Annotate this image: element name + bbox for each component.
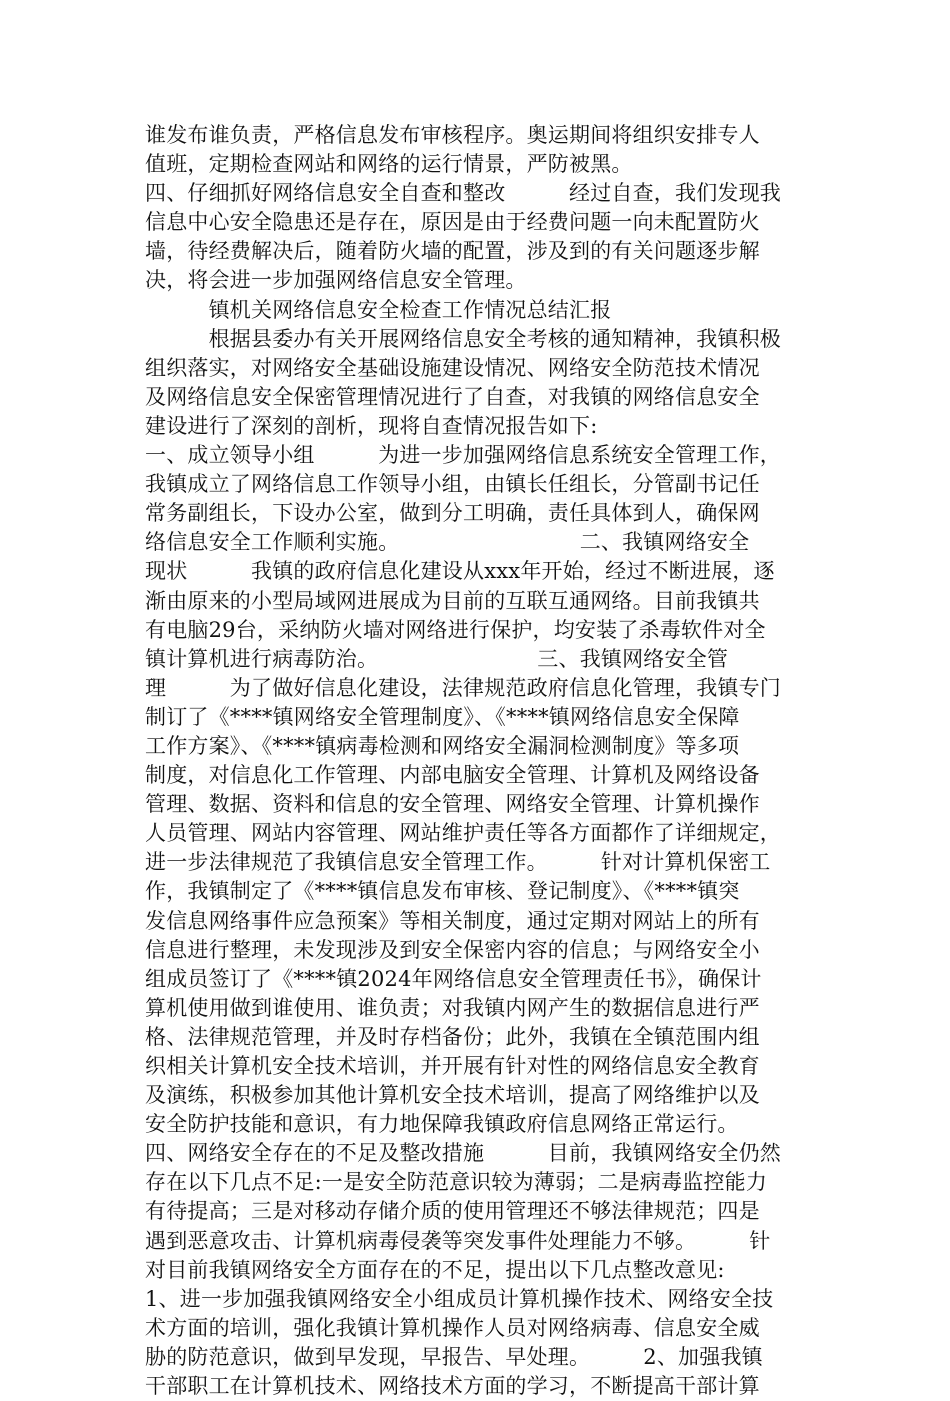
text-line: 组织落实，对网络安全基础设施建设情况、网络安全防范技术情况 bbox=[145, 355, 760, 380]
text-line: 干部职工在计算机技术、网络技术方面的学习，不断提高干部计算 bbox=[145, 1374, 760, 1399]
text-line: 谁发布谁负责，严格信息发布审核程序。奥运期间将组织安排专人 bbox=[145, 123, 760, 147]
text-line: 墙，待经费解决后，随着防火墙的配置，涉及到的有关问题逐步解 bbox=[145, 239, 760, 264]
text-line: 发信息网络事件应急预案》等相关制度，通过定期对网站上的所有 bbox=[145, 908, 760, 933]
text-line: 织相关计算机安全技术培训，并开展有针对性的网络信息安全教育 bbox=[145, 1054, 760, 1078]
text-line: 人员管理、网站内容管理、网站维护责任等各方面都作了详细规定， bbox=[145, 821, 781, 846]
text-line: 现状 我镇的政府信息化建设从xxx年开始，经过不断进展，逐 bbox=[145, 559, 775, 584]
text-line: 遇到恶意攻击、计算机病毒侵袭等突发事件处理能力不够。 针 bbox=[145, 1228, 771, 1253]
text-line: 信息中心安全隐患还是存在，原因是由于经费问题一向未配置防火 bbox=[145, 210, 760, 235]
text-line: 常务副组长，下设办公室，做到分工明确，责任具体到人，确保网 bbox=[145, 501, 760, 526]
text-line: 格、法律规范管理，并及时存档备份；此外，我镇在全镇范围内组 bbox=[145, 1024, 760, 1049]
text-line: 制度，对信息化工作管理、内部电脑安全管理、计算机及网络设备 bbox=[145, 763, 760, 788]
text-line: 1、进一步加强我镇网络安全小组成员计算机操作技术、网络安全技 bbox=[145, 1286, 774, 1311]
text-line: 四、仔细抓好网络信息安全自查和整改 经过自查，我们发现我 bbox=[145, 181, 781, 206]
text-line: 工作方案》、《****镇病毒检测和网络安全漏洞检测制度》等多项 bbox=[145, 733, 740, 758]
text-line: 管理、数据、资料和信息的安全管理、网络安全管理、计算机操作 bbox=[145, 792, 760, 817]
text-line: 算机使用做到谁使用、谁负责；对我镇内网产生的数据信息进行严 bbox=[145, 995, 760, 1020]
text-line: 存在以下几点不足:一是安全防范意识较为薄弱；二是病毒监控能力 bbox=[145, 1170, 768, 1195]
text-line: 组成员签订了《****镇2024年网络信息安全管理责任书》，确保计 bbox=[145, 966, 762, 991]
text-line: 及网络信息安全保密管理情况进行了自查，对我镇的网络信息安全 bbox=[145, 384, 760, 409]
text-line: 值班，定期检查网站和网络的运行情景，严防被黑。 bbox=[145, 152, 633, 177]
text-line: 作，我镇制定了《****镇信息发布审核、登记制度》、《****镇突 bbox=[145, 879, 740, 904]
text-line: 络信息安全工作顺利实施。 二、我镇网络安全 bbox=[145, 530, 750, 555]
text-line: 决，将会进一步加强网络信息安全管理。 bbox=[145, 268, 527, 293]
text-line: 及演练，积极参加其他计算机安全技术培训，提高了网络维护以及 bbox=[145, 1083, 760, 1108]
text-line: 建设进行了深刻的剖析，现将自查情况报告如下: bbox=[145, 413, 598, 438]
text-line: 进一步法律规范了我镇信息安全管理工作。 针对计算机保密工 bbox=[145, 850, 771, 875]
text-line: 一、成立领导小组 为进一步加强网络信息系统安全管理工作， bbox=[145, 443, 781, 468]
text-line: 根据县委办有关开展网络信息安全考核的通知精神，我镇积极 bbox=[145, 326, 781, 351]
text-line: 对目前我镇网络安全方面存在的不足，提出以下几点整改意见: bbox=[145, 1257, 725, 1282]
text-line: 有电脑29台，采纳防火墙对网络进行保护，均安装了杀毒软件对全 bbox=[145, 617, 766, 642]
text-line: 术方面的培训，强化我镇计算机操作人员对网络病毒、信息安全威 bbox=[145, 1315, 760, 1340]
text-line: 胁的防范意识，做到早发现，早报告、早处理。 2、加强我镇 bbox=[145, 1344, 763, 1369]
text-line: 制订了《****镇网络安全管理制度》、《****镇网络信息安全保障 bbox=[145, 704, 740, 729]
text-line: 信息进行整理，未发现涉及到安全保密内容的信息；与网络安全小 bbox=[145, 937, 760, 962]
text-line: 渐由原来的小型局域网进展成为目前的互联互通网络。目前我镇共 bbox=[145, 588, 760, 613]
text-line: 有待提高；三是对移动存储介质的使用管理还不够法律规范；四是 bbox=[145, 1199, 760, 1224]
text-line: 安全防护技能和意识，有力地保障我镇政府信息网络正常运行。 bbox=[145, 1112, 739, 1137]
document-body-text bbox=[145, 121, 810, 1401]
text-line: 镇机关网络信息安全检查工作情况总结汇报 bbox=[145, 297, 612, 322]
text-line: 我镇成立了网络信息工作领导小组，由镇长任组长，分管副书记任 bbox=[145, 472, 760, 497]
text-line: 理 为了做好信息化建设，法律规范政府信息化管理，我镇专门 bbox=[145, 675, 781, 700]
text-line: 四、网络安全存在的不足及整改措施 目前，我镇网络安全仍然 bbox=[145, 1141, 781, 1166]
text-line: 镇计算机进行病毒防治。 三、我镇网络安全管 bbox=[145, 646, 729, 671]
